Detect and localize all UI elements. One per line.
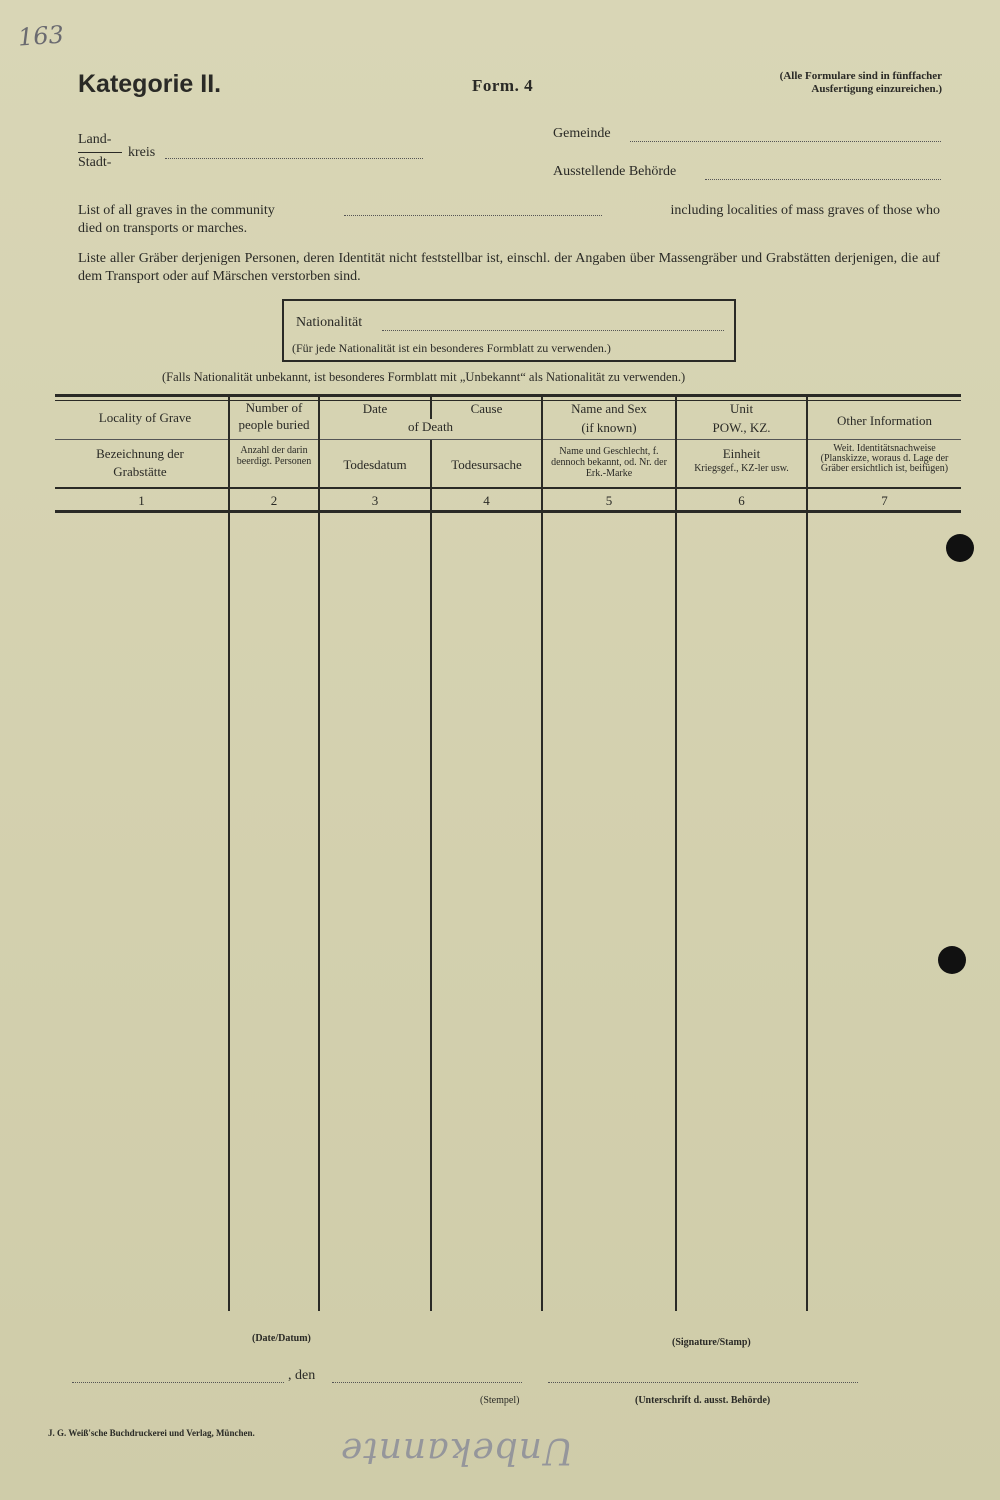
- col-number-1: 1: [138, 493, 145, 508]
- community-field[interactable]: [344, 215, 602, 216]
- col1-header-de: Bezeichnung der Grabstätte: [96, 446, 184, 479]
- col-number-5: 5: [605, 493, 613, 508]
- stempel-caption: (Stempel): [480, 1395, 520, 1406]
- stadt-label: Stadt-: [78, 155, 112, 170]
- col3-header-en: Date: [362, 401, 388, 416]
- col5-header-en2: (if known): [581, 420, 637, 435]
- col-number-4: 4: [483, 493, 490, 508]
- nationality-box: [282, 299, 736, 362]
- nationality-field[interactable]: [382, 329, 724, 331]
- place-field[interactable]: [72, 1381, 284, 1383]
- gemeinde-field[interactable]: [630, 140, 941, 142]
- header-bottom-rule: [55, 487, 961, 489]
- land-label: Land-: [78, 132, 112, 147]
- col6-header-en: Unit: [729, 401, 754, 416]
- col4-header-de: Todesursache: [451, 457, 522, 472]
- col2-header-de: Anzahl der darin beerdigt. Personen: [236, 445, 312, 467]
- land-stadt-divider: [78, 152, 122, 153]
- table-top-rule: [55, 394, 961, 397]
- header-mid-rule: [55, 439, 961, 440]
- kreis-label: kreis: [128, 145, 156, 160]
- den-label: , den: [288, 1368, 316, 1383]
- signature-caption: (Signature/Stamp): [672, 1337, 751, 1348]
- col3-header-de: Todesdatum: [343, 457, 407, 472]
- col2-header-en: Number of people buried: [238, 400, 310, 432]
- handwritten-signature: Unbekannte: [340, 1430, 574, 1471]
- handwritten-page-number: 163: [17, 20, 65, 52]
- col6-header-en2: POW., KZ.: [712, 420, 771, 435]
- behoerde-label: Ausstellende Behörde: [553, 164, 677, 179]
- table-body-entry-area[interactable]: [55, 513, 961, 1311]
- col-number-2: 2: [270, 493, 278, 508]
- col6-header-de2: Kriegsgef., KZ-ler usw.: [694, 463, 789, 474]
- signature-field[interactable]: [548, 1381, 858, 1383]
- gemeinde-label: Gemeinde: [553, 126, 611, 141]
- col7-header-de: Weit. Identitätsnachweise (Planskizze, woraus d. Lage der Gräber ersichtlich ist, beifügen): [820, 443, 949, 474]
- behoerde-field[interactable]: [705, 178, 941, 180]
- unterschrift-caption: (Unterschrift d. ausst. Behörde): [635, 1395, 771, 1406]
- col5-header-en: Name and Sex: [571, 401, 647, 416]
- list-english: List of all graves in the community including localities of mass graves of those who died on transports or marches.: [78, 203, 940, 236]
- kreis-field[interactable]: [165, 157, 423, 159]
- col6-header-de: Einheit: [722, 446, 761, 461]
- col-number-7: 7: [881, 493, 888, 508]
- nationality-note: (Für jede Nationalität ist ein besonderes Formblatt zu verwenden.): [292, 341, 611, 355]
- nationality-unknown-note: (Falls Nationalität unbekannt, ist besonderes Formblatt mit „Unbekannt“ als Nationalität zu verwenden.): [162, 370, 686, 384]
- printer-imprint: J. G. Weiß'sche Buchdruckerei und Verlag, München.: [48, 1428, 255, 1438]
- date-caption: (Date/Datum): [252, 1333, 311, 1344]
- list-german: Liste aller Gräber derjenigen Personen, deren Identität nicht feststellbar ist, einschl. der Angaben über Massengräber und Grabstätten derjenigen, die auf dem Transport oder auf Märschen verstorben sind.: [78, 251, 940, 284]
- col-number-6: 6: [738, 493, 745, 508]
- punch-hole-bottom: [938, 946, 966, 974]
- form-number: Form. 4: [472, 76, 534, 95]
- punch-hole-top: [946, 534, 974, 562]
- nationality-label: Nationalität: [296, 315, 363, 330]
- col1-header-en: Locality of Grave: [98, 410, 192, 425]
- of-death-header: of Death: [407, 419, 454, 434]
- copies-note: (Alle Formulare sind in fünffacher Ausfertigung einzureichen.): [779, 70, 942, 95]
- date-field[interactable]: [332, 1381, 522, 1383]
- col-number-3: 3: [371, 493, 379, 508]
- col7-header-en: Other Information: [837, 413, 932, 428]
- col5-header-de: Name und Geschlecht, f. dennoch bekannt, od. Nr. der Erk.-Marke: [551, 446, 667, 479]
- category-title: Kategorie II.: [78, 70, 222, 98]
- col4-header-en: Cause: [470, 401, 503, 416]
